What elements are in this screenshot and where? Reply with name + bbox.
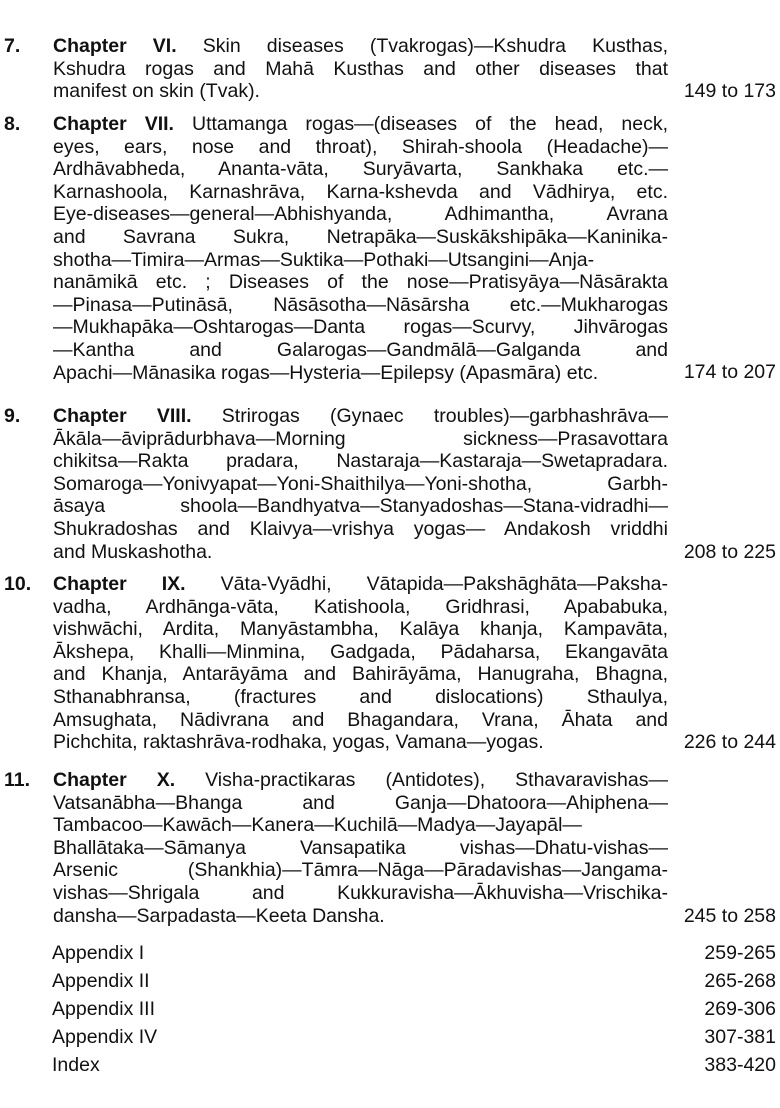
entry-line: Tambacoo—Kawāch—Kanera—Kuchilā—Madya—Jayapāl— — [53, 814, 582, 837]
entry-number: 8. — [4, 113, 21, 135]
entry-line: shotha—Timira—Armas—Suktika—Pothaki—Utsangini—Anja- — [53, 248, 595, 271]
entry-line: vadha, Ardhānga-vāta, Katishoola, Gridhrasi, Apababuka, — [53, 595, 668, 618]
page-range: 226 to 244 — [683, 731, 776, 753]
index-row — [52, 1054, 776, 1082]
appendix-label: Appendix I — [52, 942, 145, 964]
page-range: 245 to 258 — [683, 905, 776, 927]
entry-line: vishas—Shrigala and Kukkuravisha—Ākhuvisha—Vrischika- — [53, 881, 668, 904]
entry-line: and Khanja, Antarāyāma and Bahirāyāma, Hanugraha, Bhagna, — [53, 663, 668, 686]
appendix-pages: 307-381 — [704, 1026, 776, 1048]
entry-line: Chapter IX. Vāta-Vyādhi, Vātapida—Pakshāghāta—Paksha- — [53, 573, 669, 595]
entry-line: Ardhāvabheda, Ananta-vāta, Suryāvarta, Sankhaka etc.— — [53, 158, 668, 181]
appendix-row — [52, 942, 776, 970]
chapter-title: Chapter X. — [53, 769, 176, 791]
entry-line: Karnashoola, Karnashrāva, Karna-kshevda and Vādhirya, etc. — [53, 180, 668, 203]
entry-line: Vatsanābha—Bhanga and Ganja—Dhatoora—Ahiphena— — [53, 791, 668, 814]
appendix-row — [52, 970, 776, 998]
entry-line: Chapter X. Visha-practikaras (Antidotes), Sthavaravishas— — [53, 769, 668, 791]
appendix-pages: 265-268 — [704, 970, 776, 992]
entry-line: and Savrana Sukra, Netrapāka—Suskākshipāka—Kaninika- — [53, 225, 668, 248]
chapter-title: Chapter VI. — [53, 35, 177, 57]
entry-description — [53, 573, 668, 754]
page-range: 174 to 207 — [683, 361, 776, 383]
entry-line: dansha—Sarpadasta—Keeta Dansha. — [53, 904, 385, 927]
chapter-title: Chapter VII. — [53, 113, 174, 135]
entry-line: manifest on skin (Tvak). — [53, 80, 260, 103]
entry-line: Shukradoshas and Klaivya—vrishya yogas— Andakosh vriddhi — [53, 517, 668, 540]
entry-line: Arsenic (Shankhia)—Tāmra—Nāga—Pāradavishas—Jangama- — [53, 859, 668, 882]
entry-line: nanāmikā etc. ; Diseases of the nose—Pratisyāya—Nāsārakta — [53, 271, 668, 294]
entry-line: —Pinasa—Putināsā, Nāsāsotha—Nāsārsha etc.—Mukharogas — [53, 293, 668, 316]
entry-line: Apachi—Mānasika rogas—Hysteria—Epilepsy (Apasmāra) etc. — [53, 361, 599, 384]
entry-number: 10. — [4, 573, 32, 595]
entry-line: Kshudra rogas and Mahā Kusthas and other diseases that — [53, 57, 668, 80]
entry-line: āsaya shoola—Bandhyatva—Stanyadoshas—Stana-vidradhi— — [53, 495, 668, 518]
entry-line: Bhallātaka—Sāmanya Vansapatika vishas—Dhatu-vishas— — [53, 836, 668, 859]
chapter-title: Chapter VIII. — [53, 405, 192, 427]
page-range: 208 to 225 — [683, 541, 776, 563]
index-label: Index — [52, 1054, 100, 1076]
entry-line: eyes, ears, nose and throat), Shirah-shoola (Headache)— — [53, 135, 668, 158]
entry-description — [53, 405, 668, 563]
entry-description — [53, 113, 668, 384]
chapter-title: Chapter IX. — [53, 573, 186, 595]
appendix-row — [52, 998, 776, 1026]
entry-line: and Muskashotha. — [53, 540, 213, 563]
appendix-pages: 269-306 — [704, 998, 776, 1020]
appendix-row — [52, 1026, 776, 1054]
entry-description — [53, 769, 668, 927]
entry-number: 11. — [4, 769, 31, 791]
appendix-label: Appendix II — [52, 970, 150, 992]
entry-line: Pichchita, raktashrāva-rodhaka, yogas, Vamana—yogas. — [53, 731, 544, 754]
entry-line: —Kantha and Galarogas—Gandmālā—Galganda and — [53, 338, 668, 361]
entry-line: Sthanabhransa, (fractures and dislocations) Sthaulya, — [53, 685, 668, 708]
page-range: 149 to 173 — [683, 80, 776, 102]
entry-line: vishwāchi, Ardita, Manyāstambha, Kalāya khanja, Kampavāta, — [53, 618, 668, 641]
appendix-label: Appendix III — [52, 998, 155, 1020]
entry-line: —Mukhapāka—Oshtarogas—Danta rogas—Scurvy, Jihvārogas — [53, 316, 668, 339]
index-pages: 383-420 — [704, 1054, 776, 1076]
entry-line: Chapter VI. Skin diseases (Tvakrogas)—Kshudra Kusthas, — [53, 35, 668, 57]
entry-line: Amsughata, Nādivrana and Bhagandara, Vrana, Āhata and — [53, 708, 668, 731]
entry-number: 9. — [4, 405, 21, 427]
appendix-pages: 259-265 — [704, 942, 776, 964]
entry-line: Chapter VII. Uttamanga rogas—(diseases of the head, neck, — [53, 113, 668, 135]
entry-line: Ākāla—āviprādurbhava—Morning sickness—Prasavottara — [53, 427, 668, 450]
entry-number: 7. — [4, 35, 21, 57]
entry-line: chikitsa—Rakta pradara, Nastaraja—Kastaraja—Swetapradara. — [53, 450, 668, 473]
entry-line: Eye-diseases—general—Abhishyanda, Adhimantha, Avrana — [53, 203, 668, 226]
entry-description — [53, 35, 668, 103]
entry-line: Somaroga—Yonivyapat—Yoni-Shaithilya—Yoni-shotha, Garbh- — [53, 472, 668, 495]
entry-line: Ākshepa, Khalli—Minmina, Gadgada, Pādaharsa, Ekangavāta — [53, 640, 668, 663]
entry-line: Chapter VIII. Strirogas (Gynaec troubles)—garbhashrāva— — [53, 405, 668, 427]
appendix-label: Appendix IV — [52, 1026, 158, 1048]
